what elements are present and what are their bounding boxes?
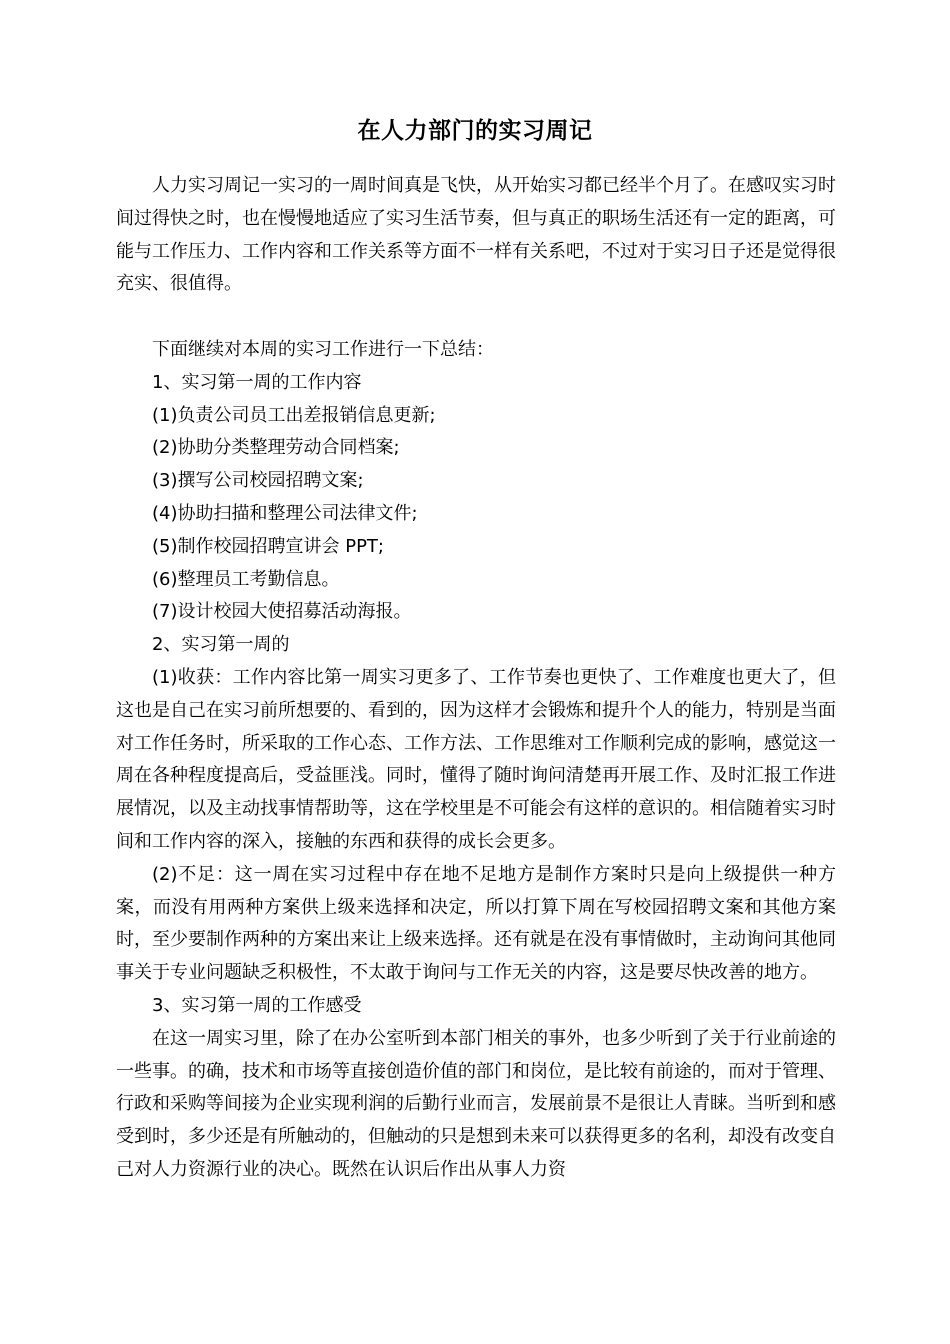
intro-paragraph: 人力实习周记一实习的一周时间真是飞快，从开始实习都已经半个月了。在感叹实习时间过得快之时，也在慢慢地适应了实习生活节奏，但与真正的职场生活还有一定的距离，可能与工作压力、工作内容和工作关系等方面不一样有关系吧，不过对于实习日子还是觉得很充实、很值得。 [116, 175, 836, 295]
document-title: 在人力部门的实习周记 [357, 118, 593, 144]
list-item: (2)协助分类整理劳动合同档案; [152, 437, 400, 459]
list-item: (6)整理员工考勤信息。 [152, 568, 340, 590]
shortcomings-paragraph: (2)不足：这一周在实习过程中存在地不足地方是制作方案时只是向上级提供一种方案，而没有用两种方案供上级来选择和决定，所以打算下周在写校园招聘文案和其他方案时，至少要制作两种的方案出来让上级来选择。还有就是在没有事情做时，主动询问其他同事关于专业问题缺乏积极性，不太敢于询问与工作无关的内容，这是要尽快改善的地方。 [116, 863, 836, 984]
gains-paragraph: (1)收获：工作内容比第一周实习更多了、工作节奏也更快了、工作难度也更大了，但这也是自己在实习前所想要的、看到的，因为这样才会锻炼和提升个人的能力，特别是当面对工作任务时，所采取的工作心态、工作方法、工作思维对工作顺利完成的影响，感觉这一周在各种程度提高后，受益匪浅。同时，懂得了随时询问清楚再开展工作、及时汇报工作进展情况，以及主动找事情帮助等，这在学校里是不可能会有这样的意识的。相信随着实习时间和工作内容的深入，接触的东西和获得的成长会更多。 [116, 666, 836, 852]
summary-intro: 下面继续对本周的实习工作进行一下总结： [152, 338, 494, 360]
section1-heading: 1、实习第一周的工作内容 [152, 371, 362, 393]
document-body [116, 170, 836, 1187]
feelings-paragraph: 在这一周实习里，除了在办公室听到本部门相关的事外，也多少听到了关于行业前途的一些事。的确，技术和市场等直接创造价值的部门和岗位，是比较有前途的，而对于管理、行政和采购等间接为企业实现利润的后勤行业而言，发展前景不是很让人青睐。当听到和感受到时，多少还是有所触动的，但触动的只是想到未来可以获得更多的名利，却没有改变自己对人力资源行业的决心。既然在认识后作出从事人力资 [116, 1027, 836, 1180]
list-item: (5)制作校园招聘宣讲会 PPT; [152, 535, 384, 557]
list-item: (7)设计校园大使招募活动海报。 [152, 601, 412, 623]
list-item: (1)负责公司员工出差报销信息更新; [152, 404, 436, 426]
section2-heading: 2、实习第一周的 [152, 634, 290, 656]
list-item: (4)协助扫描和整理公司法律文件; [152, 502, 418, 524]
list-item: (3)撰写公司校园招聘文案; [152, 470, 364, 492]
section3-heading: 3、实习第一周的工作感受 [152, 994, 362, 1016]
